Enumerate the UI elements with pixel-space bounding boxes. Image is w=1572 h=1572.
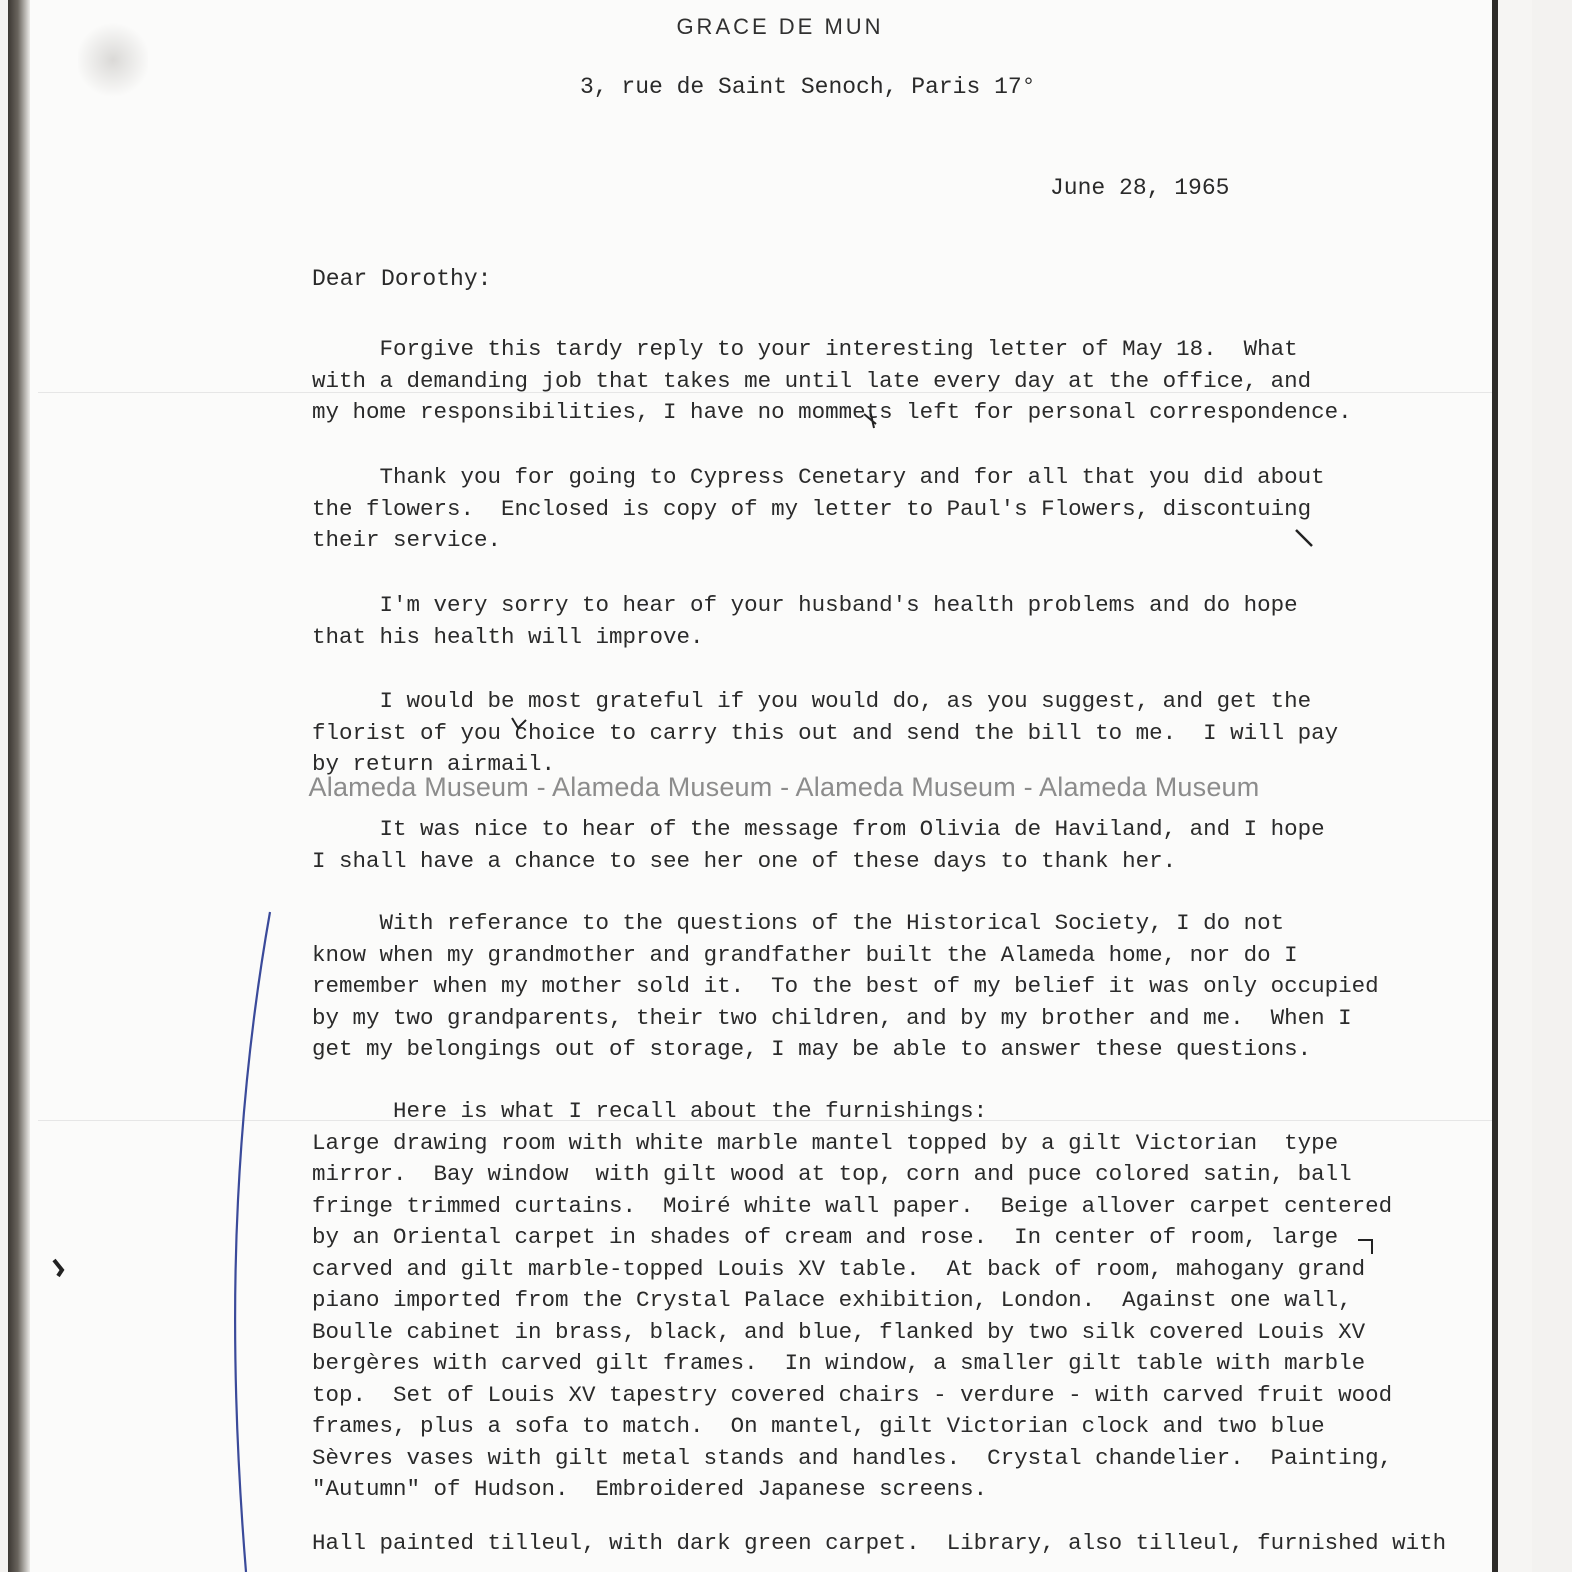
paragraph-apology [312,334,1352,429]
text-line: I'm very sorry to hear of your husband's health problems and do hope [312,592,1298,618]
text-line: "Autumn" of Hudson. Embroidered Japanese screens. [312,1476,988,1502]
text-line: I shall have a chance to see her one of these days to thank her. [312,847,1177,874]
text-line: by return airmail. [312,751,556,777]
text-line: I would be most grateful if you would do, as you suggest, and get the [312,688,1312,714]
paragraph-health [312,590,1298,653]
text-line: piano imported from the Crystal Palace exhibition, London. Against one wall, [312,1287,1352,1313]
text-line: Boulle cabinet in brass, black, and blue, flanked by two silk covered Louis XV [312,1318,1366,1345]
text-line: top. Set of Louis XV tapestry covered chairs - verdure - with carved fruit wood [312,1381,1393,1408]
letter-date: June 28, 1965 [1050,175,1230,201]
text-line: bergères with carved gilt frames. In window, a smaller gilt table with marble [312,1350,1366,1376]
text-line: get my belongings out of storage, I may be able to answer these questions. [312,1036,1312,1062]
text-line: fringe trimmed curtains. Moiré white wall paper. Beige allover carpet centered [312,1192,1393,1219]
text-line: frames, plus a sofa to match. On mantel, gilt Victorian clock and two blue [312,1413,1325,1439]
salutation: Dear Dorothy: [312,266,492,292]
text-line: Forgive this tardy reply to your interesting letter of May 18. What [312,336,1298,362]
text-line: by my two grandparents, their two children, and by my brother and me. When I [312,1004,1352,1031]
text-line: my home responsibilities, I have no mommets left for personal correspondence. [312,399,1352,425]
text-line: Thank you for going to Cypress Cenetary and for all that you did about [312,464,1325,490]
paragraph-furnishings [312,1096,1392,1506]
text-line: with a demanding job that takes me until late every day at the office, and [312,367,1312,394]
paragraph-florist [312,686,1338,781]
paragraph-hall [312,1528,1446,1560]
text-line: With referance to the questions of the Historical Society, I do not [312,910,1285,936]
text-line: know when my grandmother and grandfather built the Alameda home, nor do I [312,941,1298,968]
text-line: remember when my mother sold it. To the best of my belief it was only occupied [312,973,1379,999]
text-line: carved and gilt marble-topped Louis XV table. At back of room, mahogany grand [312,1255,1366,1282]
text-line: by an Oriental carpet in shades of cream and rose. In center of room, large [312,1224,1339,1250]
text-line: mirror. Bay window with gilt wood at top, corn and puce colored satin, ball [312,1161,1352,1187]
paragraph-flowers [312,462,1325,557]
text-line: It was nice to hear of the message from Olivia de Haviland, and I hope [312,816,1325,842]
text-line: Sèvres vases with gilt metal stands and handles. Crystal chandelier. Painting, [312,1444,1393,1471]
text-line: the flowers. Enclosed is copy of my letter to Paul's Flowers, discontuing [312,495,1312,522]
text-line: their service. [312,527,502,553]
text-line: that his health will improve. [312,623,704,650]
text-line: florist of you choice to carry this out and send the bill to me. I will pay [312,719,1339,746]
watermark: Alameda Museum - Alameda Museum - Alameda Museum - Alameda Museum [308,772,1260,802]
text-line: Large drawing room with white marble mantel topped by a gilt Victorian type [312,1129,1339,1156]
letterhead-name: GRACE DE MUN [676,14,884,39]
paragraph-olivia [312,814,1325,877]
letterhead-address: 3, rue de Saint Senoch, Paris 17° [580,74,1036,100]
paragraph-historical-society [312,908,1379,1066]
text-line: Here is what I recall about the furnishings: [312,1098,988,1124]
text-line: Hall painted tilleul, with dark green carpet. Library, also tilleul, furnished with [312,1530,1447,1556]
